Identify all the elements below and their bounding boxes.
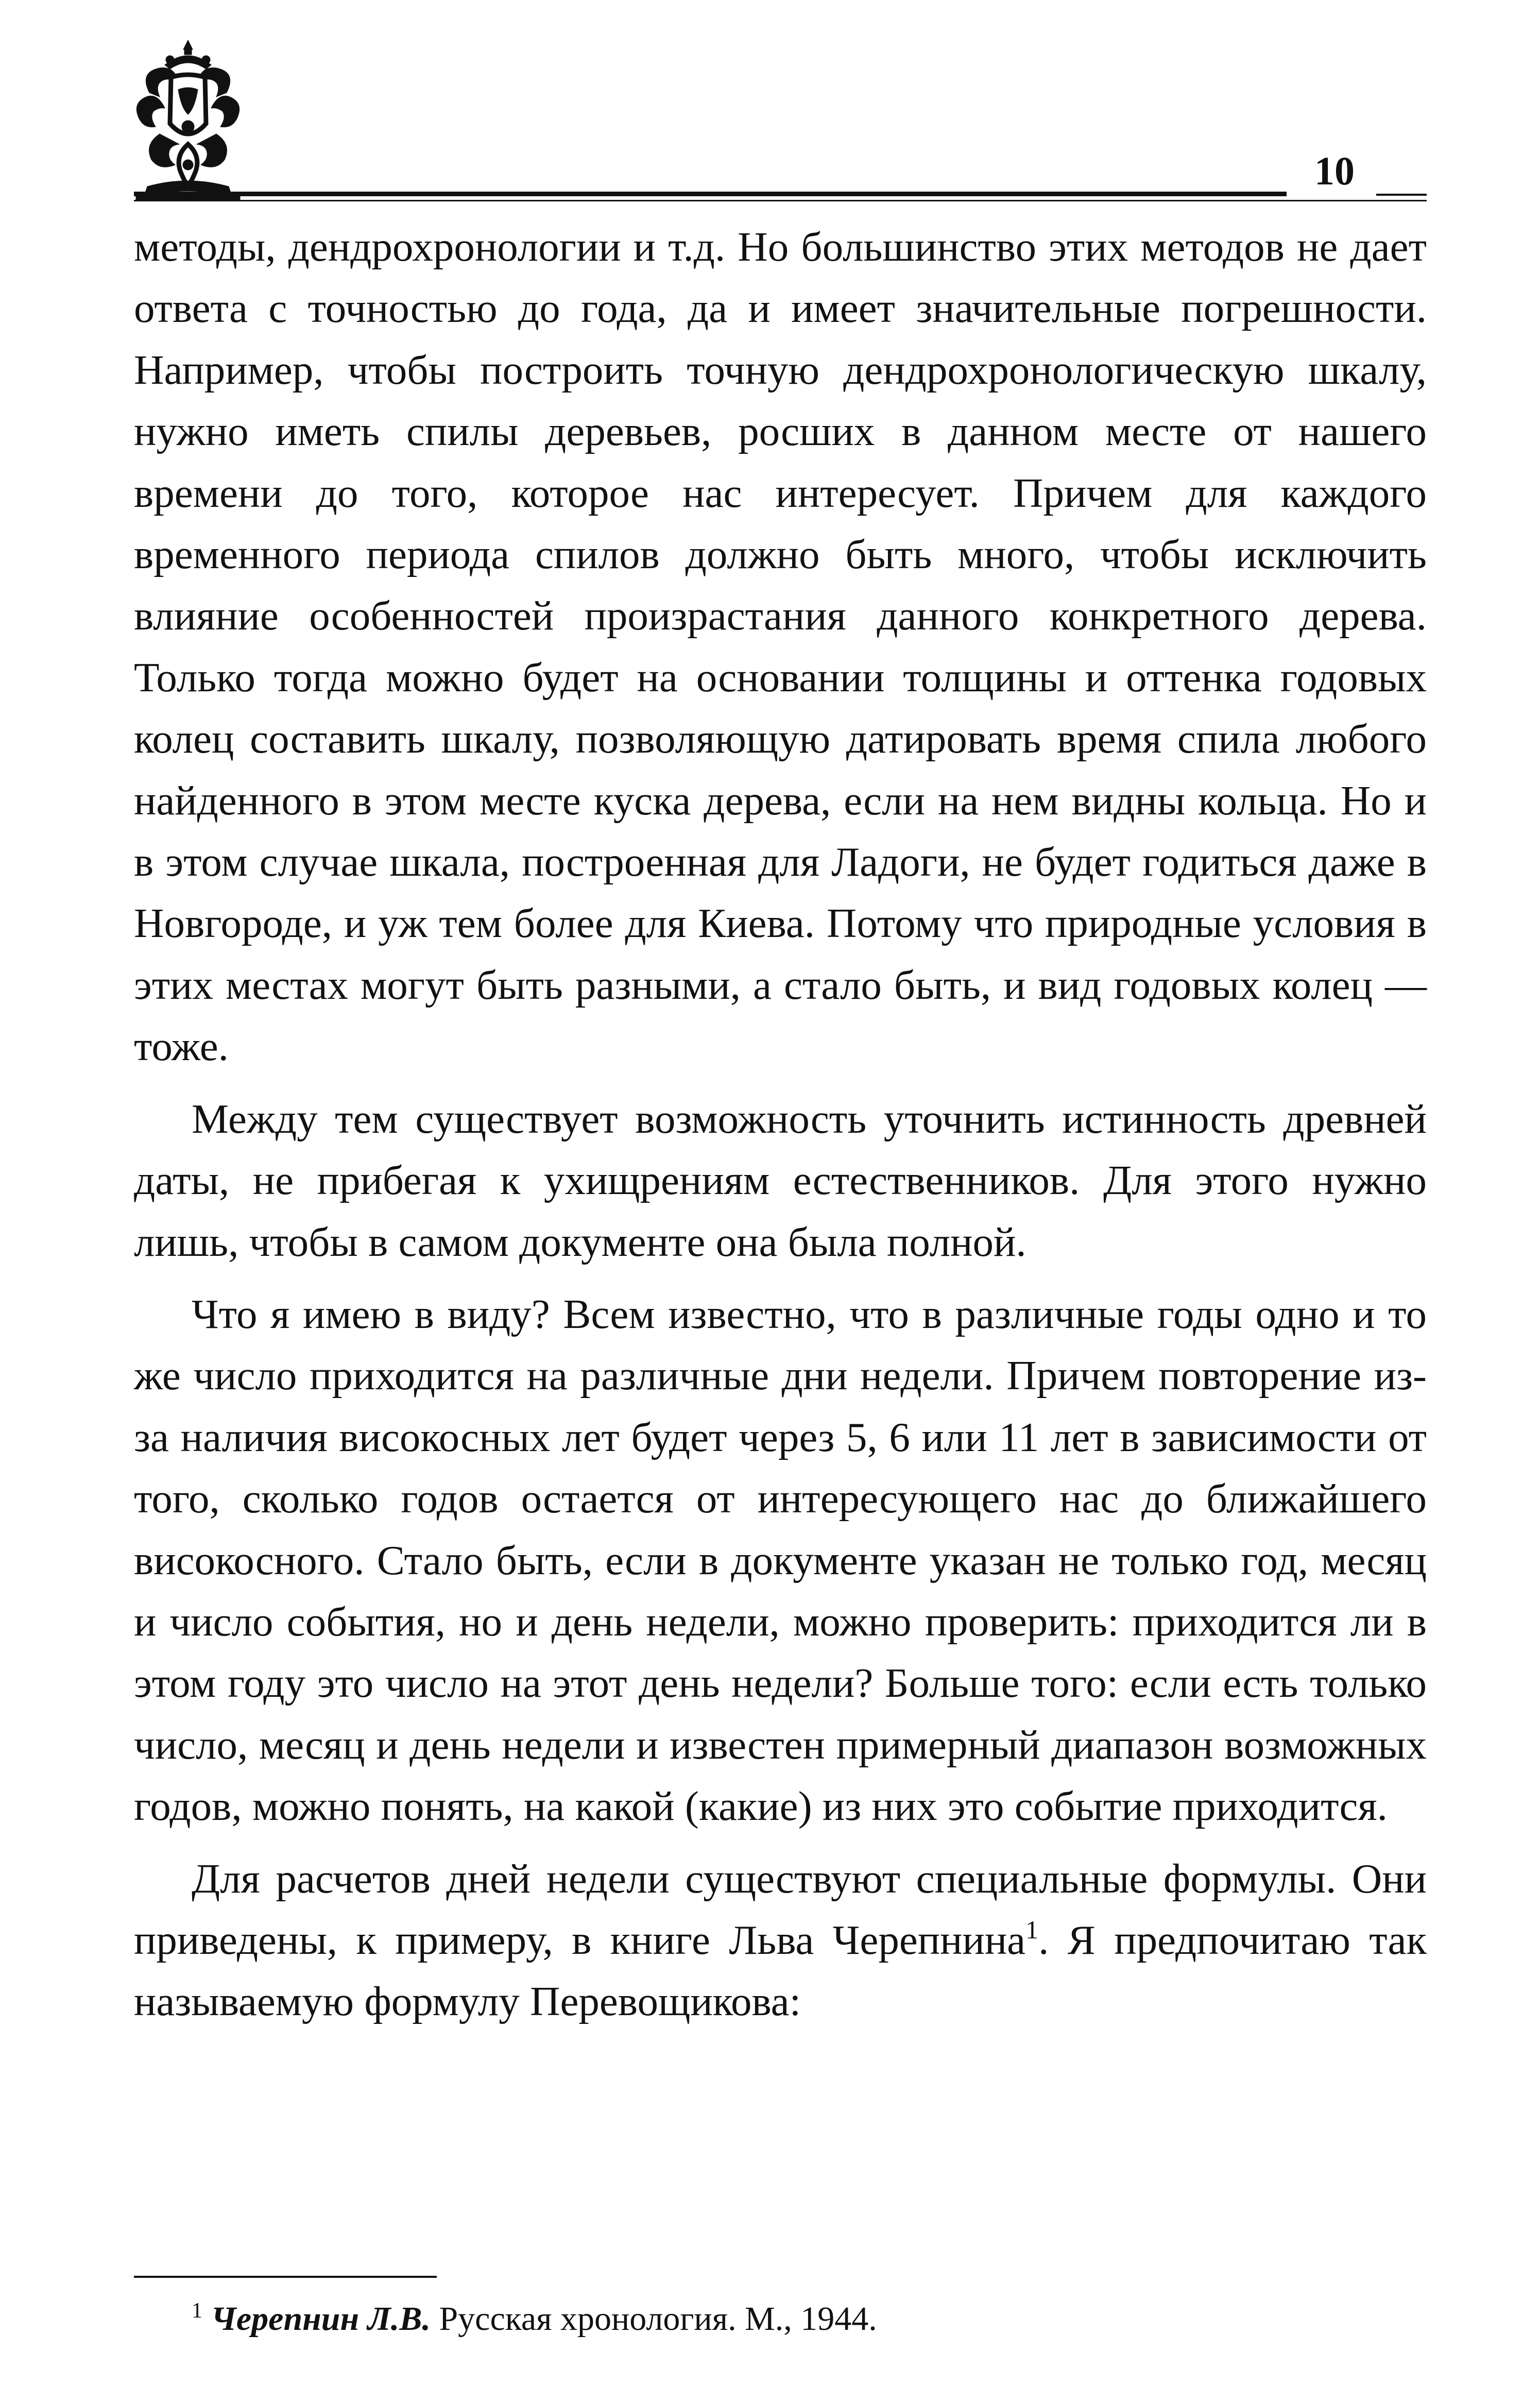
footnote-citation: Русская хронология. М., 1944. bbox=[430, 2300, 877, 2338]
paragraph-4 bbox=[134, 1848, 1427, 2033]
header-rule-right bbox=[1376, 194, 1427, 196]
footnote-marker: 1 bbox=[192, 2299, 202, 2323]
heraldic-ornament-icon bbox=[129, 36, 247, 206]
page-number: 10 bbox=[1314, 148, 1355, 193]
paragraph-4-text-end: . Я предпочитаю так называемую формулу Перевощикова: bbox=[134, 1916, 1427, 2025]
footnote bbox=[134, 2293, 1427, 2345]
footnote-separator bbox=[134, 2276, 437, 2278]
header-rule bbox=[134, 192, 1287, 196]
footnote-reference[interactable]: 1 bbox=[1025, 1915, 1039, 1944]
body-text bbox=[134, 216, 1427, 2033]
paragraph-1: методы, дендрохронологии и т.д. Но большинство этих методов не дает ответа с точностью до года, да и имеет значительные погрешности. Например, чтобы построить точную дендрохронологическую шкалу, нужно иметь спилы деревьев, росших в данном месте от нашего времени до того, которое нас интересует. Причем для каждого временного периода спилов должно быть много, чтобы исключить влияние особенностей произрастания данного конкретного дерева. Только тогда можно будет на основании толщины и оттенка годовых колец составить шкалу, позволяющую датировать время спила любого найденного в этом месте куска дерева, если на нем видны кольца. Но и в этом случае шкала, построенная для Ладоги, не будет годиться даже в Новгороде, и уж тем более для Киева. Потому что природные условия в этих местах могут быть разными, а стало быть, и вид годовых колец — тоже. bbox=[134, 224, 1427, 1070]
header-rule-underline bbox=[134, 200, 1427, 201]
paragraph-4-text-start: Для расчетов дней недели существуют специальные формулы. Они приведены, к примеру, в книге Льва Черепнина bbox=[134, 1855, 1427, 1963]
paragraph-2: Между тем существует возможность уточнить истинность древней даты, не прибегая к ухищрениям естественников. Для этого нужно лишь, чтобы в самом документе она была полной. bbox=[134, 1095, 1427, 1265]
paragraph-3: Что я имею в виду? Всем известно, что в различные годы одно и то же число приходится на различные дни недели. Причем повторение из-за наличия високосных лет будет через 5, 6 или 11 лет в зависимости от того, сколько годов остается от интересующего нас до ближайшего високосного. Стало быть, если в документе указан не только год, месяц и число события, но и день недели, можно проверить: приходится ли в этом году это число на этот день недели? Больше того: если есть только число, месяц и день недели и известен примерный диапазон возможных годов, можно понять, на какой (какие) из них это событие приходится. bbox=[134, 1290, 1427, 1830]
footnote-author: Черепнин Л.В. bbox=[211, 2300, 431, 2338]
